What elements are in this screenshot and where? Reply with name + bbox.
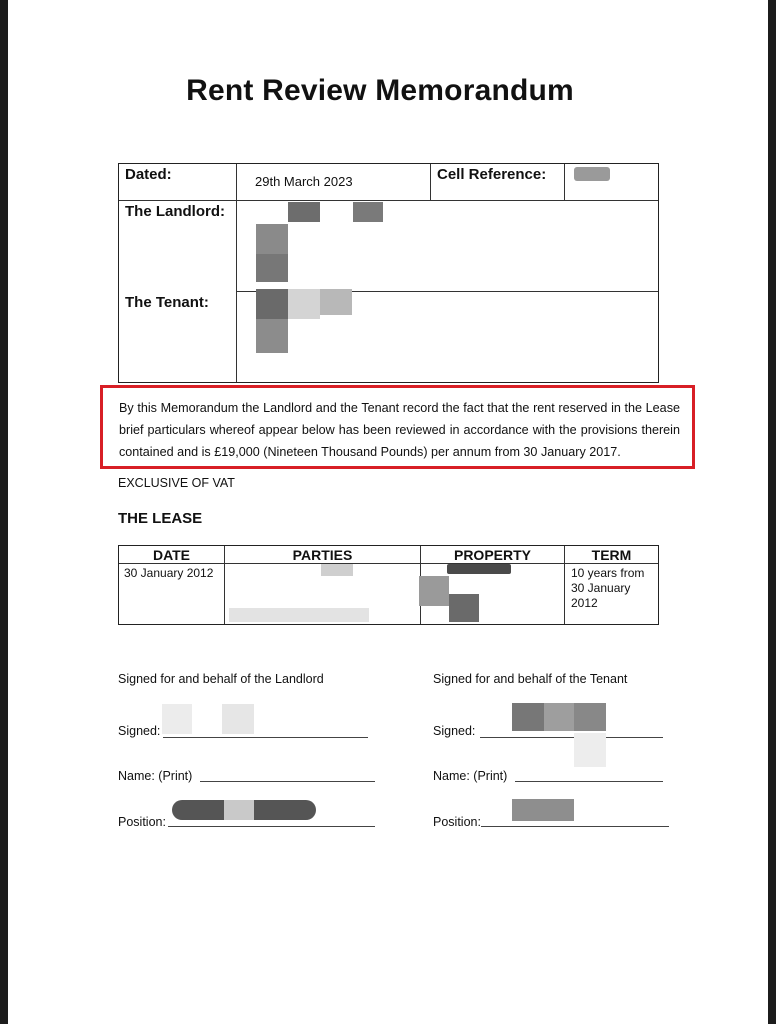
lease-table: [118, 545, 659, 625]
landlord-position-line: [168, 826, 375, 827]
landlord-signed-line: [163, 737, 368, 738]
tenant-position-line: [481, 826, 669, 827]
info-table: [118, 163, 659, 383]
landlord-name-line: [200, 781, 375, 782]
tenant-position-label: Position:: [433, 815, 481, 829]
tenant-signed-line: [480, 737, 663, 738]
tenant-label: The Tenant:: [125, 294, 209, 311]
dated-value: 29th March 2023: [255, 174, 353, 189]
tenant-name-line: [515, 781, 663, 782]
document-title: Rent Review Memorandum: [186, 74, 574, 107]
cell-reference-label: Cell Reference:: [437, 166, 547, 183]
tenant-signed-label: Signed:: [433, 724, 476, 738]
lease-col-term: TERM: [591, 547, 632, 563]
landlord-signature-heading: Signed for and behalf of the Landlord: [118, 672, 324, 686]
landlord-name-label: Name: (Print): [118, 769, 193, 783]
vat-note: EXCLUSIVE OF VAT: [118, 476, 235, 490]
landlord-label: The Landlord:: [125, 203, 225, 220]
tenant-name-label: Name: (Print): [433, 769, 508, 783]
tenant-signature-heading: Signed for and behalf of the Tenant: [433, 672, 628, 686]
dated-label: Dated:: [125, 166, 172, 183]
lease-col-date: DATE: [152, 547, 191, 563]
memorandum-text: By this Memorandum the Landlord and the Tenant record the fact that the rent reserved in the Lease brief particulars whereof appear below has been reviewed in accordance with the provisions therein contained and is £19,000 (Nineteen Thousand Pounds) per annum from 30 January 2017.: [100, 385, 695, 469]
landlord-signed-label: Signed:: [118, 724, 161, 738]
lease-col-property: PROPERTY: [453, 547, 531, 563]
lease-term-value: 10 years from 30 January 2012: [571, 566, 645, 610]
lease-date-value: 30 January 2012: [124, 566, 214, 580]
lease-col-parties: PARTIES: [292, 547, 353, 563]
landlord-position-label: Position:: [118, 815, 166, 829]
lease-heading: THE LEASE: [118, 510, 203, 527]
